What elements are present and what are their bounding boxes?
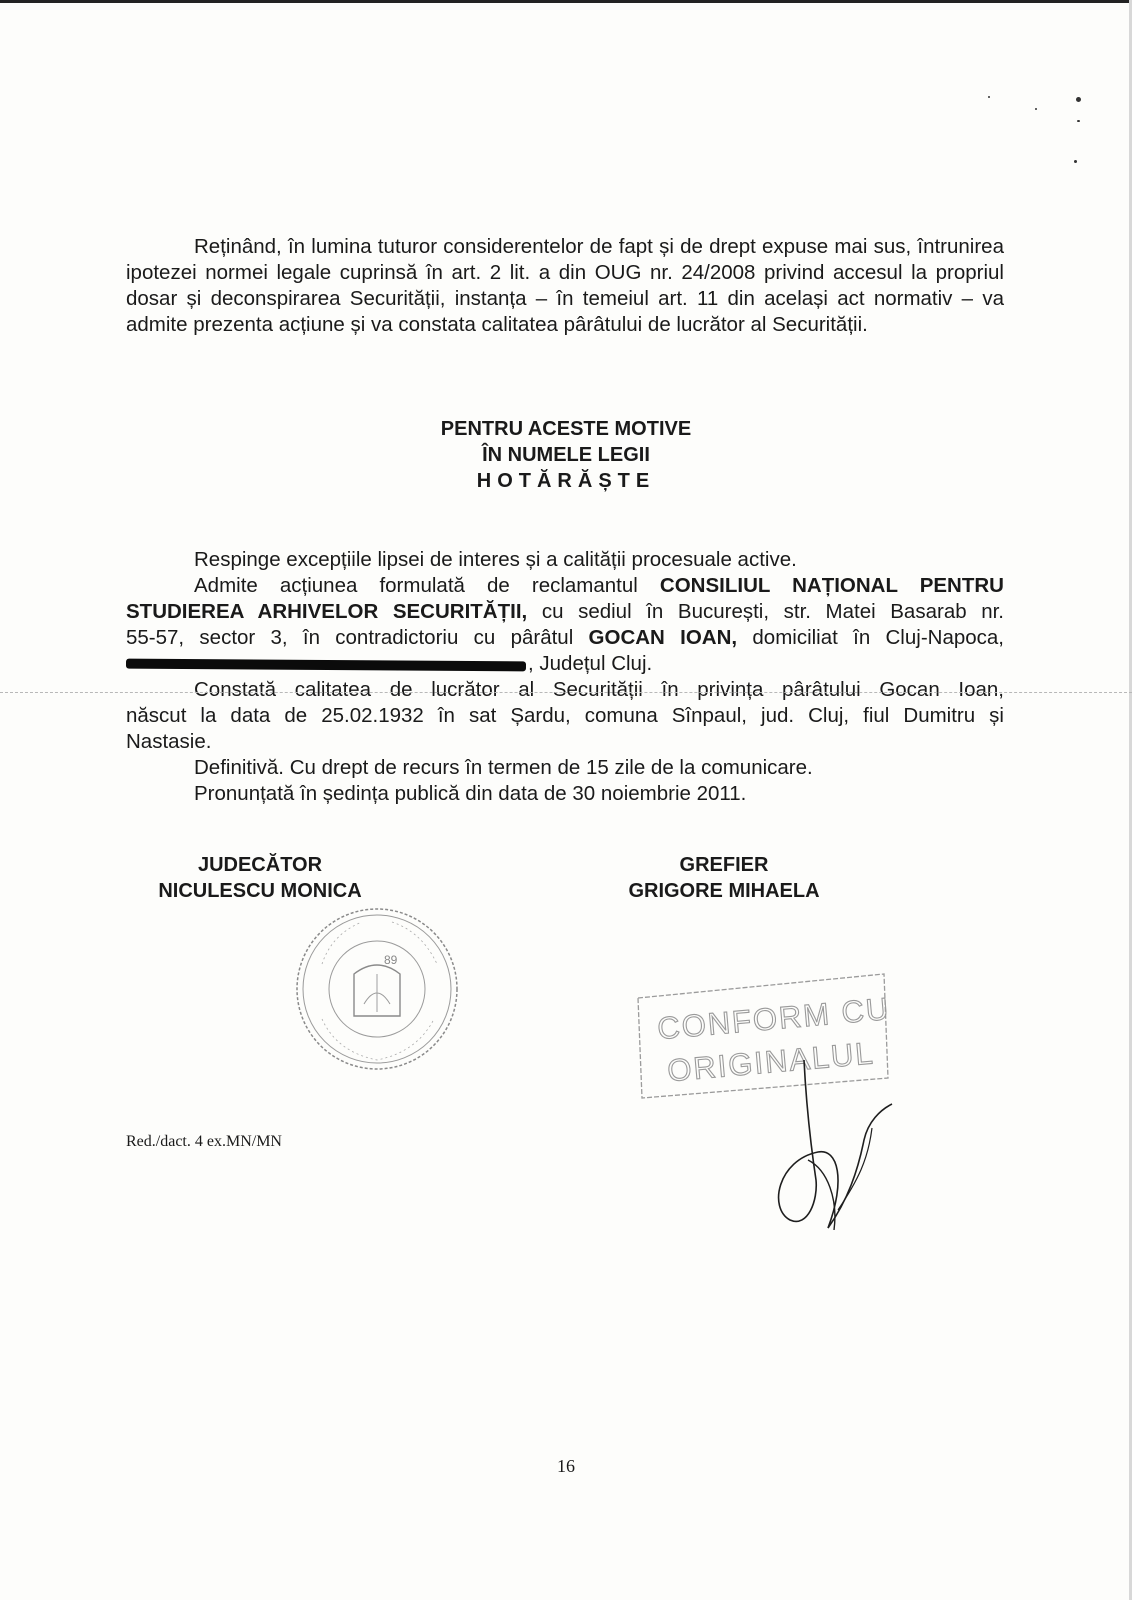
decision-pronuntata: Pronunțată în ședința publică din data de 30 noiembrie 2011. [194,782,747,805]
scan-top-border [0,0,1132,3]
defendant-name: GOCAN IOAN, [588,626,738,649]
decision-address-line [126,651,1004,677]
clerk-title: GREFIER [679,854,769,876]
decision-constata: Constată calitatea de lucrător al Securității în privința pârâtului Gocan Ioan, [194,678,1004,701]
seal-number: 89 [384,953,398,967]
stamp-line-2: ORIGINALUL [665,1035,876,1089]
heading-in-numele-legii: ÎN NUMELE LEGII [482,444,650,466]
plaintiff-name-part-1: CONSILIUL NAȚIONAL PENTRU [659,574,1004,597]
clerk-name: GRIGORE MIHAELA [628,880,820,902]
court-seal [292,904,462,1074]
decision-section [126,547,1004,807]
clerk-signature-block [594,852,854,904]
plaintiff-name-part-2: STUDIEREA ARHIVELOR SECURITĂȚII, [126,600,528,623]
scan-fold-line [0,692,1132,693]
reasoning-text: Reținând, în lumina tuturor considerentelor de fapt și de drept expuse mai sus, întrunirea ipotezei normei legale cuprinsă în art. 2 lit. a din OUG nr. 24/2008 privind accesul la propriul dosar și deconspirarea Securității, instanța – în temeiul art. 11 din același act normativ – va admite prezenta acțiune și va constata calitatea pârâtului de lucrător al Securității. [126,235,1004,336]
judge-name: NICULESCU MONICA [158,880,362,902]
decision-definitiva: Definitivă. Cu drept de recurs în termen de 15 zile de la comunicare. [194,756,813,779]
decision-mother: Nastasie. [126,730,212,753]
stamp-line-1: CONFORM CU [655,990,892,1047]
heading-motive: PENTRU ACESTE MOTIVE [440,418,692,440]
judge-title: JUDECĂTOR [197,854,323,876]
decision-admite-line [126,573,1004,599]
drafting-note: Red./dact. 4 ex.MN/MN [126,1133,282,1150]
reasoning-paragraph [126,234,1004,338]
decision-plaintiff-line [126,599,1004,625]
heading-hotaraste: HOTĂRĂȘTE [476,470,656,492]
admite-lead: Admite acțiunea formulată de reclamantul [194,574,638,597]
redacted-address [126,658,526,671]
defendant-domicile: domiciliat în Cluj-Napoca, [752,626,1004,649]
plaintiff-seat: cu sediul în București, str. Matei Basarab nr. [541,600,1004,623]
plaintiff-address: 55-57, sector 3, în contradictoriu cu pârâtul [126,626,574,649]
judge-signature-block [130,852,390,904]
decision-respinge: Respinge excepțiile lipsei de interes și a calității procesuale active. [194,548,797,571]
page-number: 16 [557,1456,575,1476]
decision-born: născut la data de 25.02.1932 în sat Șardu, comuna Sînpaul, jud. Cluj, fiul Dumitru și [126,704,1004,727]
handwritten-signature [768,1060,908,1230]
decision-defendant-line [126,625,1004,651]
defendant-county: , Județul Cluj. [528,652,653,675]
